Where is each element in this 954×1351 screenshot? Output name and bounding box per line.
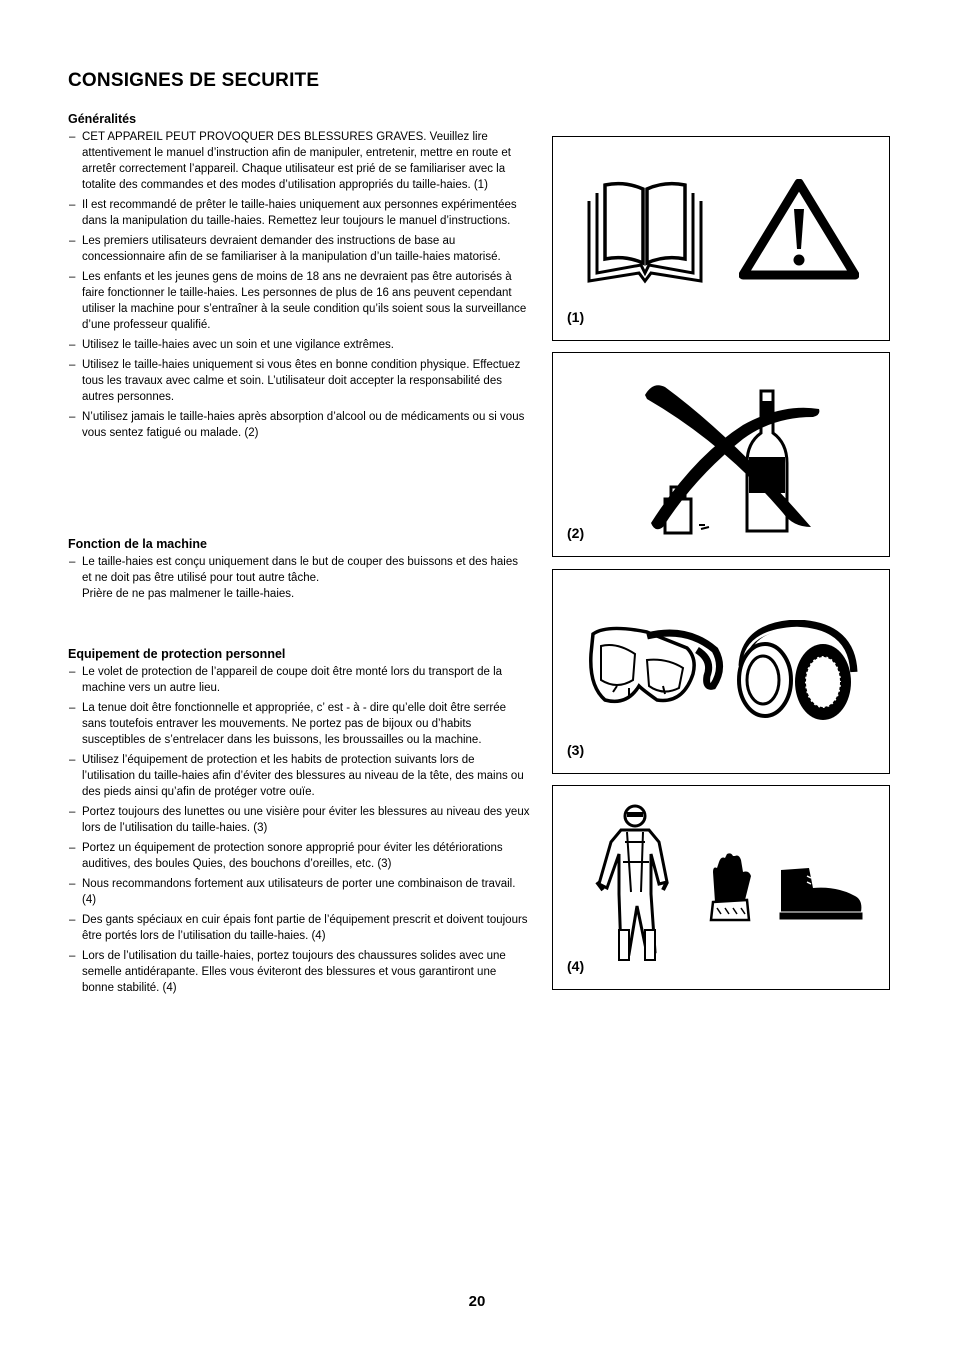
list-item: – Utilisez le taille-haies avec un soin et une vigilance extrêmes. — [68, 337, 530, 353]
list-item: – La tenue doit être fonctionnelle et appropriée, c’ est - à - dire qu’elle doit être serrée sans toutefois entraver les mouvements. Ne portez pas de bijoux ou d’habits susceptibles de s’entrelacer dans les buissons, les broussailles ou la machine. — [68, 700, 530, 748]
safety-goggles-icon — [587, 624, 727, 714]
list-item: – Lors de l’utilisation du taille-haies, portez toujours des chaussures solides avec une semelle antidérapante. Elles vous éviteront des blessures et vous garantiront une bonne stabilité. (4) — [68, 948, 530, 996]
list-item: – Portez un équipement de protection sonore approprié pour éviter les détériorations auditives, des boules Quies, des bouchons d’oreilles, etc. (3) — [68, 840, 530, 872]
list-item: – Le taille-haies est conçu uniquement dans le but de couper des buissons et des haies et ne doit pas être utilisé pour tout autre tâche. Prière de ne pas malmener le taille-haies. — [68, 554, 530, 602]
section-heading: Généralités — [68, 112, 137, 126]
warning-triangle-icon — [739, 179, 859, 281]
section-fonction — [68, 536, 530, 602]
figure-1 — [552, 136, 890, 341]
open-manual-icon — [585, 177, 705, 289]
list-item: – Les premiers utilisateurs devraient demander des instructions de base au concessionnaire afin de se familiariser à la manipulation d’un taille-haies matorisé. — [68, 233, 530, 265]
list-item: – Le volet de protection de l’appareil de coupe doit être monté lors du transport de la machine vers un autre lieu. — [68, 664, 530, 696]
list-item: – CET APPAREIL PEUT PROVOQUER DES BLESSURES GRAVES. Veuillez lire attentivement le manuel d’instruction afin de manipuler, entretenir, mettre en route et arretêr correctement l’appareil. Chaque utilisateur est prié de se familiariser avec la totalite des commandes et des modes d’utilisation appropriés du taille-haies. (1) — [68, 129, 530, 193]
figure-3 — [552, 569, 890, 774]
section-heading: Fonction de la machine — [68, 537, 207, 551]
page-title: CONSIGNES DE SECURITE — [68, 70, 320, 91]
item-list — [68, 129, 530, 441]
section-equipement — [68, 646, 530, 1000]
figure-4 — [552, 785, 890, 990]
page-number: 20 — [468, 1293, 486, 1310]
item-list — [68, 554, 530, 602]
list-item: – Des gants spéciaux en cuir épais font partie de l’équipement prescrit et doivent toujours être portés lors de l’utilisation du taille-haies. (4) — [68, 912, 530, 944]
list-item: – Les enfants et les jeunes gens de moins de 18 ans ne devraient pas être autorisés à faire fonctionner le taille-haies. Les personnes de plus de 16 ans peuvent cependant utiliser la machine pour s’entraîner à la seule condition qu’ils soient sous la surveillance d’une professeur qualifié. — [68, 269, 530, 333]
protective-suit-icon — [593, 802, 673, 966]
ear-muffs-icon — [735, 620, 859, 724]
item-list — [68, 664, 530, 996]
glove-icon — [705, 852, 755, 922]
list-item: – Utilisez l’équipement de protection et les habits de protection suivants lors de l’utilisation du taille-haies afin d’éviter des blessures au niveau de la tête, des mains ou des pieds ainsi qu’afin de protéger votre ouïe. — [68, 752, 530, 800]
figure-label: (4) — [567, 958, 585, 974]
list-item: – Il est recommandé de prêter le taille-haies uniquement aux personnes expérimentées dans la manipulation du taille-haies. Remettez leur toujours le manuel d’instructions. — [68, 197, 530, 229]
figure-label: (3) — [567, 742, 585, 758]
section-generalites — [68, 111, 530, 445]
list-item: – Portez toujours des lunettes ou une visière pour éviter les blessures au niveau des yeux lors de l’utilisation du taille-haies. (3) — [68, 804, 530, 836]
figure-label: (1) — [567, 309, 585, 325]
section-heading: Equipement de protection personnel — [68, 647, 286, 661]
list-item: – Nous recommandons fortement aux utilisateurs de porter une combinaison de travail. (4) — [68, 876, 530, 908]
crossed-bottles-icon — [643, 377, 833, 537]
figure-label: (2) — [567, 525, 585, 541]
safety-boot-icon — [777, 866, 867, 922]
figure-2 — [552, 352, 890, 557]
list-item: – N’utilisez jamais le taille-haies après absorption d’alcool ou de médicaments ou si vous vous sentez fatigué ou malade. (2) — [68, 409, 530, 441]
list-item: – Utilisez le taille-haies uniquement si vous êtes en bonne condition physique. Effectuez tous les travaux avec calme et soin. L’utilisateur doit accepter la responsabilité des autres personnes. — [68, 357, 530, 405]
